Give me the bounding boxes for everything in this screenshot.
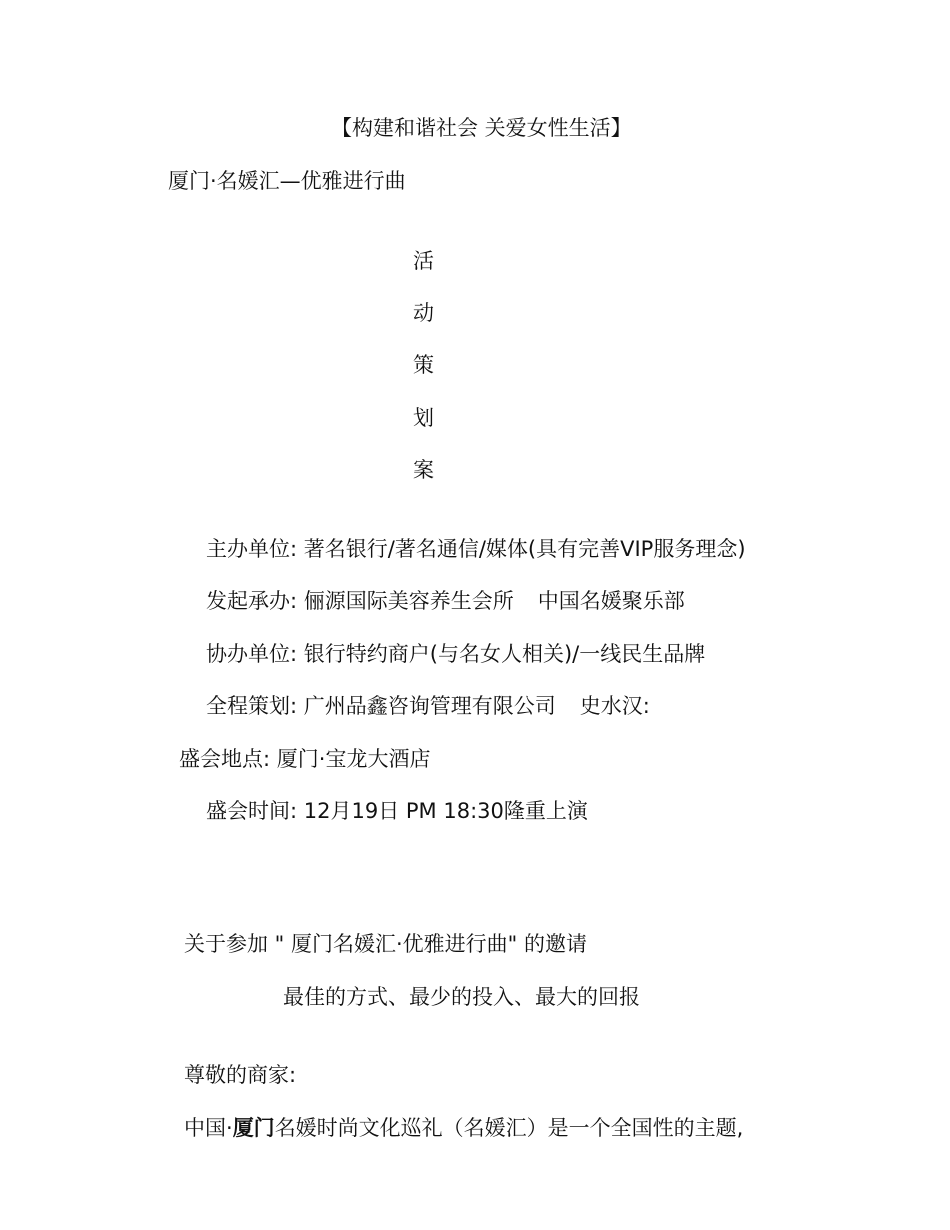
body-paragraph <box>184 1113 743 1143</box>
vertical-title-char: 策 <box>413 353 434 377</box>
venue-value: 厦门·宝龙大酒店 <box>276 747 431 771</box>
planning-label: 全程策划: <box>206 694 298 718</box>
initiator-label: 发起承办: <box>206 589 298 613</box>
vertical-title-char: 活 <box>413 249 434 273</box>
time-label: 盛会时间: <box>206 799 298 823</box>
initiator-value-2: 中国名媛聚乐部 <box>537 589 685 613</box>
body-city-bold: 厦门 <box>232 1116 275 1140</box>
planning-line <box>206 691 650 721</box>
initiator-line <box>206 586 685 616</box>
planning-value-1: 广州品鑫咨询管理有限公司 <box>303 694 556 718</box>
time-line <box>206 796 588 826</box>
initiator-value-1: 俪源国际美容养生会所 <box>303 589 514 613</box>
assist-label: 协办单位: <box>206 642 298 666</box>
planning-value-2: 史水汉: <box>579 694 650 718</box>
venue-label: 盛会地点: <box>179 747 271 771</box>
event-name: 厦门·名媛汇—优雅进行曲 <box>168 169 406 193</box>
assist-line <box>206 639 705 669</box>
vertical-title-char: 动 <box>413 301 434 325</box>
body-prefix: 中国· <box>184 1116 233 1140</box>
invitation-subtitle: 最佳的方式、最少的投入、最大的回报 <box>283 985 640 1009</box>
vertical-title-char: 案 <box>413 458 434 482</box>
venue-line <box>179 744 430 774</box>
host-label: 主办单位: <box>206 537 298 561</box>
assist-value: 银行特约商户(与名女人相关)/一线民生品牌 <box>303 642 706 666</box>
invitation-title: 关于参加 " 厦门名媛汇·优雅进行曲" 的邀请 <box>184 932 588 956</box>
vertical-title-char: 划 <box>413 406 434 430</box>
time-value: 12月19日 PM 18:30隆重上演 <box>303 799 588 823</box>
slogan-heading: 【构建和谐社会 关爱女性生活】 <box>331 116 632 140</box>
greeting: 尊敬的商家: <box>184 1063 297 1087</box>
host-value: 著名银行/著名通信/媒体(具有完善VIP服务理念) <box>303 537 746 561</box>
host-line <box>206 534 746 564</box>
body-rest: 名媛时尚文化巡礼（名媛汇）是一个全国性的主题, <box>274 1116 744 1140</box>
